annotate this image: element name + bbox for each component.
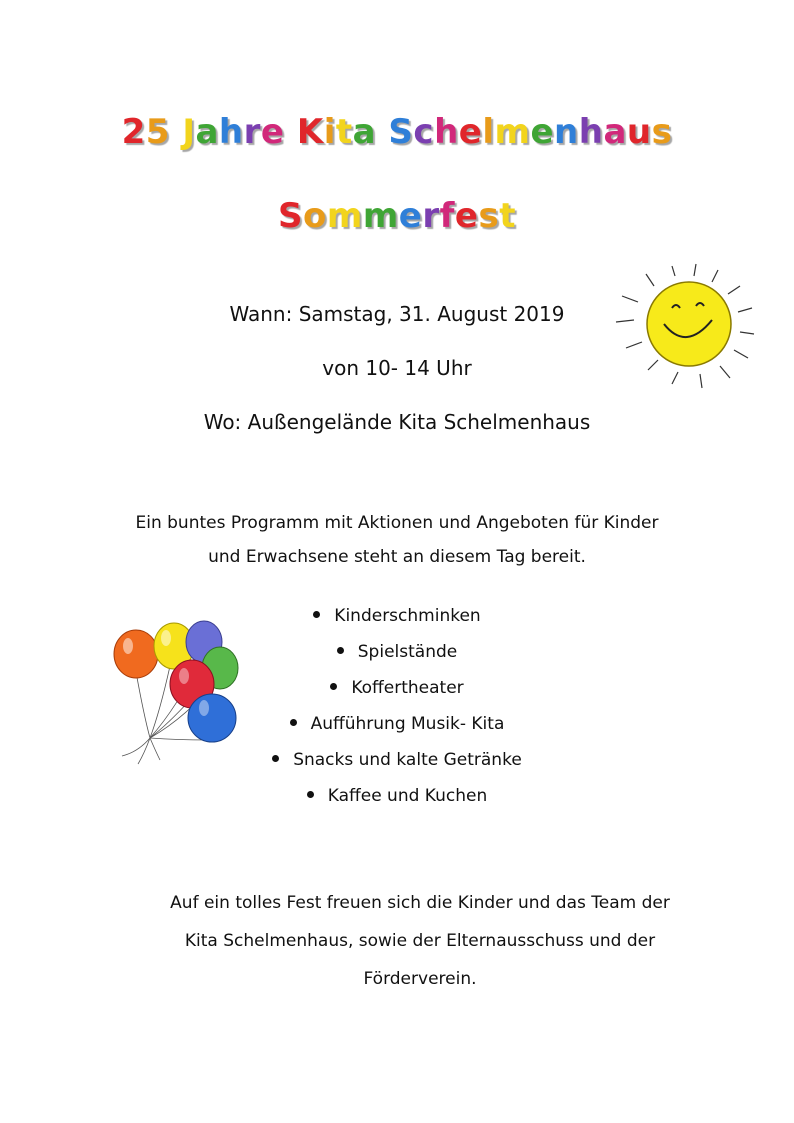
list-item-label: Snacks und kalte Getränke (293, 750, 522, 770)
closing-line-1: Auf ein tolles Fest freuen sich die Kinder und das Team der (170, 893, 670, 913)
title-line-1: 25 Jahre Kita Schelmenhaus (121, 112, 673, 152)
event-time: von 10- 14 Uhr (322, 356, 472, 380)
intro-line-1: Ein buntes Programm mit Aktionen und Angeboten für Kinder (135, 513, 659, 533)
list-item-label: Kaffee und Kuchen (327, 786, 488, 806)
intro-text (90, 506, 704, 574)
list-item (0, 598, 794, 634)
title-line-2: Sommerfest (278, 196, 516, 236)
list-item-label: Spielstände (357, 642, 458, 662)
list-item (0, 670, 794, 706)
list-item-label: Kinderschminken (334, 606, 481, 626)
event-when: Wann: Samstag, 31. August 2019 (229, 302, 565, 326)
bullet-icon (330, 683, 337, 690)
program-list (0, 598, 794, 814)
closing-line-3: Förderverein. (363, 969, 477, 989)
intro-line-2: und Erwachsene steht an diesem Tag bereit. (208, 547, 586, 567)
bullet-icon (290, 719, 297, 726)
bullet-icon (313, 611, 320, 618)
list-item (0, 634, 794, 670)
list-item (0, 742, 794, 778)
list-item-label: Koffertheater (351, 678, 464, 698)
list-item (0, 778, 794, 814)
bullet-icon (272, 755, 279, 762)
event-where: Wo: Außengelände Kita Schelmenhaus (203, 410, 591, 434)
closing-line-2: Kita Schelmenhaus, sowie der Elternausschuss und der (184, 931, 656, 951)
list-item (0, 706, 794, 742)
bullet-icon (337, 647, 344, 654)
list-item-label: Aufführung Musik- Kita (310, 714, 505, 734)
bullet-icon (307, 791, 314, 798)
closing-text (130, 884, 710, 998)
